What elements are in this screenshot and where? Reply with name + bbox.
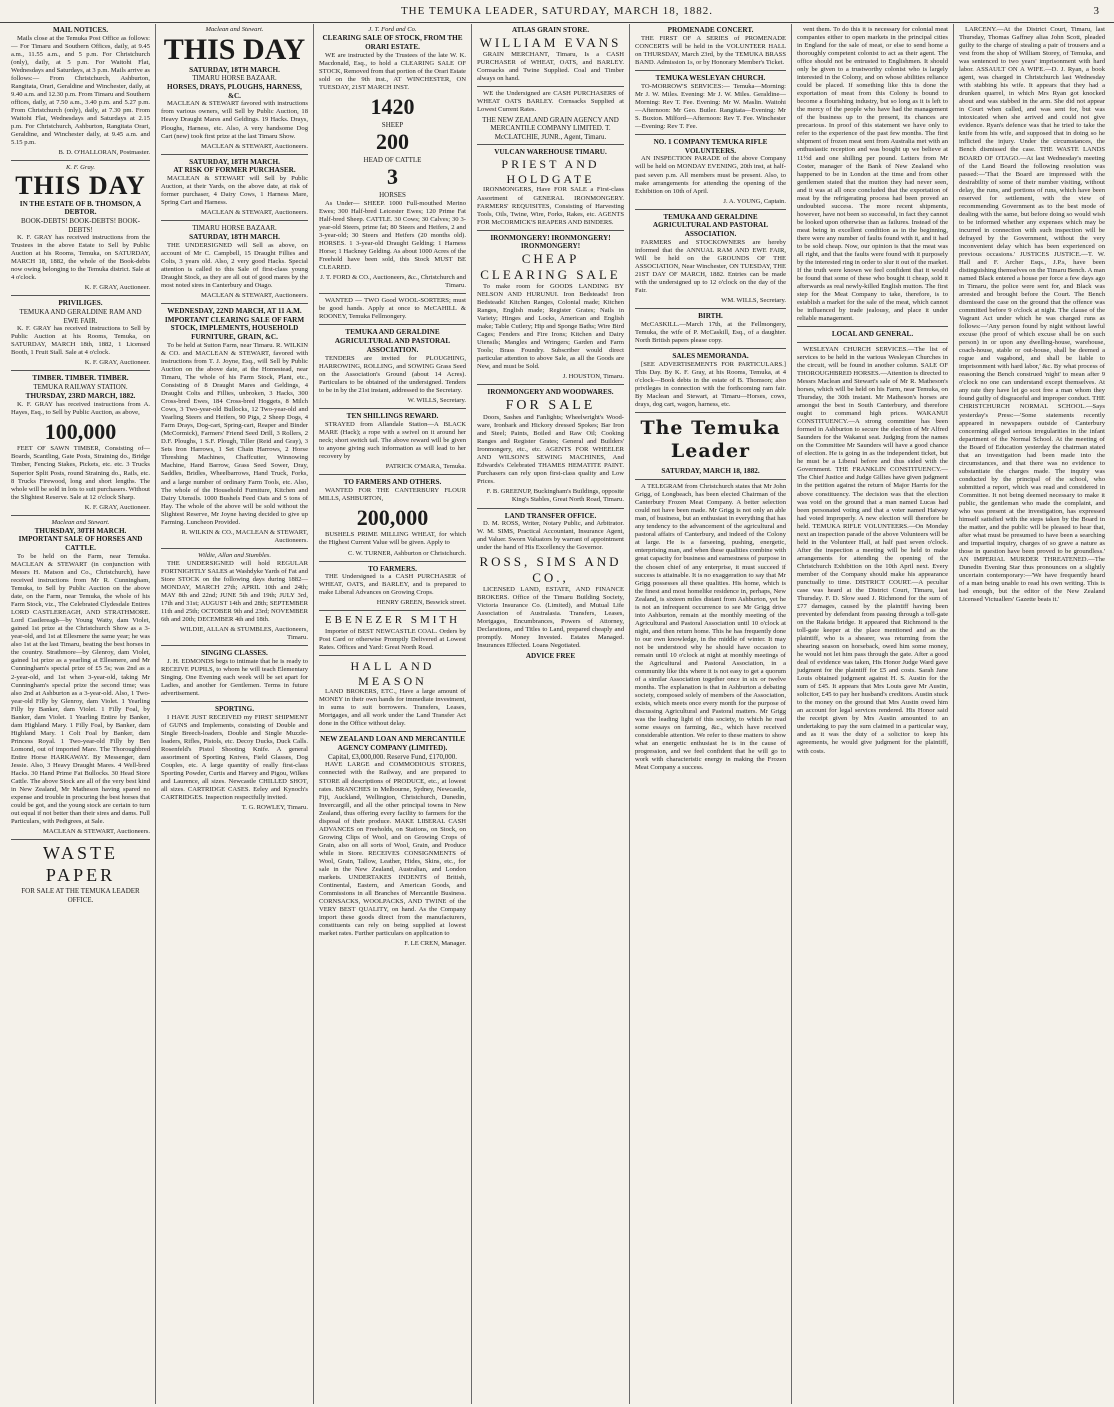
ad-waste-paper-text: FOR SALE AT THE TEMUKA LEADER OFFICE. <box>21 887 140 904</box>
ad-farmers-title: TO FARMERS AND OTHERS. <box>343 477 442 486</box>
column-2 <box>156 24 314 1404</box>
ad-stores-text: HAVE LARGE and COMMODIOUS STORES, connected with the Railway, and are prepared to STORE all descriptions of PRODUCE, etc., at lowest rates. BRANCHES in Melbourne, Sydney, Newcastle, Fiji, Auckland, Wellington, Christchurch, Dunedin, Invercargill, and all the other principal towns in New Zealand, thus offering every facility to farmers for the disposal of their produce. MAKE LIBERAL CASH ADVANCES on Freeholds, on Stations, on Stock, on Growing Clips of Wool, and on Growing Crops of Grain, also on all sorts of Wool, Grain, and Produce while in Store. RECEIVES CONSIGNMENTS of Wool, Grain, Tallow, Leather, Hides, Skins, etc., for sale in the New Zealand, Australian, and London markets. UNDERTAKES INDENTS of British, Continental, Eastern, and American Goods, and Commissions in all Branches of Mercantile Business. CORNSACKS, WOOLPACKS, AND TWINE of the VERY BEST QUALITY, on hand. As the Company import these goods direct from the manufacturers, constituents can rely on being supplied at lowest market rates. Further particulars on application to <box>319 761 466 938</box>
ad-orari-list: As Under— SHEEP. 1000 Full-mouthed Merino Ewes; 300 Half-bred Leicester Ewes; 120 Prime Fat Half-bred Sheep. CATTLE. 30 Cows; 30 Calves; 30 3-year-old Steers, prime fat; 80 Steers and Heifers, 2 and 3-year-old; 30 Steers and Heifers (20 months old). HORSES. 1 3-year-old Draught Gelding; 1 Harness Horse; 1 Hackney Gelding. As about 1000 Acres of the Freehold have been sold, this Stock MUST BE CLEARED. <box>319 199 466 272</box>
masthead-title: The Temuka Leader <box>640 417 781 463</box>
ad-timber-quantity: 100,000 <box>44 418 117 444</box>
ad-coal-text: Importer of BEST NEWCASTLE COAL. Orders by Post Card or otherwise Promptly Delivered at Lowest Rates. Offices and Yard: Great North Road. <box>319 627 466 651</box>
ad-signature: J. A. YOUNG, Captain. <box>723 197 786 205</box>
column-6 <box>792 24 954 1404</box>
ad-horses-text: To be held on the Farm, near Temuka. MACLEAN & STEWART (in conjunction with Messrs H. Matson and Co., Christchurch), have received instructions from Mr R. Cunningham, Temuka, to Sell by Public Auction on the above date, on the Farm, near Temuka, the whole of his Farm Stock, viz., The Celebrated Clydesdale Entires LORD CASTLEREAGH, AND STRATHMORE. Lord Castlereagh—by Young Watty, dam Violet, gained 1st prize at the Christchurch Show as a 3-year-old, and 1st at Ellesmere the same year; he was also 1st at the last Timaru, beating the best horses in the country. Strathmore—by Glenroy, dam Violet, gained 1st prize as a yearling at Ellesmere, and Mr Cunningham's special prize of £5 5s; was 2nd as a 2-year-old, and 1st when 3-year-old, taking Mr Cunningham's special prize the second time; was also 2nd at Ashburton as a 3-year-old. Also, 1 Two-year-old Filly by Glenroy, dam Violet. 1 Yearling Filly by Banker, dam Violet. 1 Filly Foal, by Banker, dam Violet. 1 Yearling Entire by Banker, dam Highland Mary. 1 Filly Foal, by Banker, dam Highland Mary. 1 Colt Foal by Banker, dam Princess Royal. 1 Two-year-old Filly by Ben Lomond, out of imported Mare. The Thoroughbred Entire Horse HARKAWAY. By Messenger, dam Jessie. Also, 3 Heavy Draught Mares. 4 Well-bred Hacks. 30 Hand Prime Fat Bullocks. 30 Head Store Cattle. The above Stock are all of the very best kind in New Zealand, Mr Matheson having spared no expense and trouble in procuring the best horses that could be got, and the young stock are certain to turn out equal if not better than their sires and dams. Full Particulars, with Pedigrees, at Sale. <box>11 553 150 826</box>
ad-signature: WM. WILLS, Secretary. <box>721 297 786 305</box>
ad-signature: HENRY GREEN, Beswick street. <box>376 599 466 607</box>
ad-signature: J. T. FORD & CO., Auctioneers, &c., Christchurch and Timaru. <box>320 274 466 290</box>
ad-horses-drays: HORSES, DRAYS, PLOUGHS, HARNESS, &C. <box>167 82 302 100</box>
ad-ross-sims-name: ROSS, SIMS AND CO., <box>479 554 622 586</box>
ad-signature: W. WILLS, Secretary. <box>407 396 466 404</box>
column-1 <box>6 24 156 1404</box>
ad-orari-title: CLEARING SALE OF STOCK, FROM THE ORARI ESTATE. <box>322 34 463 51</box>
masthead-date: SATURDAY, MARCH 18, 1882. <box>661 467 760 476</box>
ad-signature: K. F. GRAY, Auctioneer. <box>84 503 150 511</box>
ad-concert-text: THE FIRST OF A SERIES of PROMENADE CONCERTS will be held in the VOLUNTEER HALL on THURSDAY, March 23rd, by the TEMUKA BRASS BAND. Admission 1s, or by Honorary Member's Ticket. <box>635 34 786 66</box>
columns <box>6 24 1110 1404</box>
ad-wheat-text: BUSHELS PRIME MILLING WHEAT, for which the Highest Current Value will be given. Apply to <box>319 531 466 547</box>
ad-firm: Maclean and Stewart. <box>51 518 110 526</box>
ad-timber-sub: TEMUKA RAILWAY STATION. <box>33 383 128 392</box>
ad-signature: J. HOUSTON, Timaru. <box>562 373 624 381</box>
ad-signature: PATRICK O'MARA, Temuka. <box>385 462 466 470</box>
mail-notices-text: Mails close at the Temuka Post Office as follows:— For Timaru and Southern Offices, daily, at 9.45 a.m., 11.55 a.m., and 5 p.m. For Christchurch (only), daily, at 5 p.m. For Waitohi Flat, Wednesdays and Saturdays, at 3 p.m. Mails arrive as follows:— From Christchurch, Ashburton, Rangitata, Orari, Geraldine and Winchester, daily, at 9.40 a.m. and 12.30 p.m. From Timaru and Southern offices, daily, at 7.50 a.m., 3.40 p.m. and 5.27 p.m. From Christchurch (only), daily, at 7.30 pm. From Waitohi Flat, Wednesdays and Saturdays at 2.15 p.m. For Christchurch, Ashburton, Rangitata Orari, Geraldine, and Winchester daily, at 9.45 a.m. and 5.15 p.m. <box>11 34 150 147</box>
ad-ross-sims-text: D. M. ROSS, Writer, Notary Public, and Arbitrator. W. M. SIMS, Practical Accountant, Insurance Agent, and Valuer. Sworn Valuators by warrant of appointment under the hand of His Excellency the Governor. <box>477 520 624 552</box>
editorial-continued-text: vent them. To do this it is necessary for colonial meat companies either to open markets in the principal cities in England for the sale of meat, or else to send home a thoroughly competent colonist to act as their agent. The office should not be entrusted to Englishmen. It should only be given to a trustworthy colonist who is largely interested in the Colony, and on whose abilities reliance could be placed. If something like this is done the exportation of meat from this Colony is bound to become a flourishing industry, but so long as it is left to the mercy of the people who have had the management of the business up to the present, its chances are precarious. In proof of this statement we have only to refer to the experience of the past few months. The first shipment of frozen meat sent from Australia met with an enthusiastic reception and was bought up we believe at 11½d and one shilling per pound. Letters from Mr Coster, manager of the Bank of New Zealand who happened to be in London at the time and from other gentlemen stated that the mutton they had never seen, and it was at all once concluded that the exportation of meat by the refrigerating process had been proved an undoubted success. The more recent shipments, however, have not been so successful, in fact they cannot be looked upon otherwise than as failures. Instead of the meat being in excellent condition as in the beginning, there were any number of faults found with it, and it had to be sold cheap. Now, our opinion is that the meat was all right, and that the faults were found with it purposely by the interested ring in order to slur it out of the market. If the truth were known we feel confident that it would be found that some of these who bought it cheap, sold it afterwards as real newly-killed English mutton. The first step for the Meat Company to take, therefore, is to establish a market for the sale of the meat, which cannot be influenced by trade jealousy, and place it under reliable management. <box>797 26 948 323</box>
ad-smith-name: EBENEZER SMITH <box>324 614 461 627</box>
ad-horses-count: 3 <box>387 164 398 190</box>
ad-atlas-title: ATLAS GRAIN STORE. <box>511 26 590 34</box>
ad-sheep-label: SHEEP <box>381 120 404 129</box>
ad-ironmongery-title: IRONMONGERY! IRONMONGERY! IRONMONGERY! <box>490 233 611 251</box>
ad-concert-title: PROMENADE CONCERT. <box>667 26 754 34</box>
ad-volunteers-title: NO. 1 COMPANY TEMUKA RIFLE VOLUNTEERS. <box>653 137 768 155</box>
ad-land-brokers-text: LAND BROKERS, ETC., Have a large amount of MONEY in their own hands for immediate investment, in sums to suit borrowers. Transfers, Leases, Mortgages, and all work under the Land Transfer Act done in the Office without delay. <box>319 688 466 728</box>
ad-cattle-count: 200 <box>376 129 409 155</box>
page-header <box>0 0 1114 23</box>
sales-memoranda-text: [SEE ADVERTISEMENTS FOR PARTICULARS.] This Day. By K. F. Gray, at his Rooms, Temuka, at 4 o'clock—Book debts in the estate of B. Thomson; also privileges in connection with the forthcoming ram fair. By Maclean and Stewart, at Timaru—Horses, cows, drays, dog cart, wagon, harness, etc. <box>635 360 786 409</box>
column-4 <box>472 24 630 1404</box>
ad-timber-text: K. F. GRAY has received instructions from A. Hayes, Esq., to Sell by Public Auction, as above, <box>11 400 150 416</box>
ad-orari-text: WE are instructed by the Trustees of the late W. K. Macdonald, Esq., to hold a CLEARING SALE OF STOCK, Removed from that portion of the Orari Estate sold on the 9th inst., AT WINCHESTER, ON TUESDAY, 21ST MARCH INST. <box>319 51 466 91</box>
ad-signature: C. W. TURNER, Ashburton or Christchurch. <box>347 549 466 557</box>
ad-signature: F. B. GREENUP, Buckingham's Buildings, opposite King's Stables, Great North Road, Timaru. <box>486 488 624 504</box>
ad-book-debts-text: K. F. GRAY has received instructions from the Trustees in the above Estate to Sell by Public Auction at his Rooms, Temuka, on SATURDAY, MARCH 18, 1882, the whole of the Book-debts now owing belonging to the Temuka district. Sale at 4 o'clock. <box>11 234 150 282</box>
ad-sporting-text: I HAVE JUST RECEIVED my FIRST SHIPMENT of GUNS and Implements, consisting of Double and Single Breech-loaders, Double and Single Muzzle-loaders, Rifles, Pistols, etc. Decoy Ducks, Duck Calls. Rosenfeld's Pistol Shooting Knife. A general assortment of Sporting Knives, Field Glasses, Dog Couples, etc. A large quantity of really first-class Sporting Powder, Curtis and Harvey and Pigou, Wilkes and Laurence, all sizes. Newcastle CHILLED SHOT, all sizes. CARTRIDGE CASES. Eeley and Kynoch's CARTRIDGES. Inspection respectfully invited. <box>161 713 308 802</box>
local-general-text: WESLEYAN CHURCH SERVICES.—The list of services to be held in the various Wesleyan Churches in the circuit, will be found in another column. SALE OF THOROUGHBRED HORSES.—Attention is directed to Messrs Maclean and Stewart's sale of Mr R. Matheson's horses, which will be held on his Farm, near Temuka, on Thursday, the 30th instant. Mr Matheson's horses are amongst the best in South Canterbury, and therefore ought to command high prices. WAKANUI CONSTITUENCY.—A strong committee has been formed in Ashburton to secure the election of Mr Alfred Saunders for the Wakanui seat. Judging from the names on the Committee Mr Saunders will have a good chance of election. He is going in as the independent ticket, but he must be a Liberal before and thus sided with the Government. THE FRANKLIN CONSTITUENCY.—The Chief Justice and Judge Gillies have given judgment in the petition against the return of Major Harris for the above constituency. The decision was that the election was void on the ground that a man named Lucas had been personated voting and that a voter named Hatway had voted improperly. A new election will therefore be held. TEMUKA RIFLE VOLUNTEERS.—On Monday next an inspection parade of the above Volunteers will be held in the Volunteer Hall, at half past seven o'clock. After the inspection a meeting will be held to make arrangements for attending the opening of the Christchurch Exhibition on the 10th April next. Every member of the Company should make his appearance punctually to time. DISTRICT COURT.—A peculiar case was heard at the District Court, Timaru, last Thursday. F. D. Slow sued J. Richmond for the sum of £77 damages, caused by the plaintiff having been prevented by defendant from passing through a toll-gate on the Rakaia bridge. It appeared that Richmond is the toll-gate keeper at the place mentioned and as the plaintiff, who is a shearer, was returning from the shearing season on horseback, owed him some money, he would not let him pass through the gate. After a good deal of evidence was taken, His Honor Judge Ward gave judgment for the plaintiff for £5 and costs. Sarah Jane Louis obtained judgment against H. S. Austin for the sum of £45. It appears that Mrs Louis gave Mr Austin, solicitor, £45 to pay her husband's creditors. Austin stuck to the money on the ground that Mrs Austin owed him an account for legal services rendered. His Honor said the receipt given by Mrs Austin amounted to an undertaking to pay the sum claimed in a particular way, and as it was the duty of a solicitor to keep his agreements, he would give judgment for the plaintiff, with costs. <box>797 345 948 755</box>
column-7 <box>954 24 1110 1404</box>
ad-date: SATURDAY, 18TH MARCH. <box>189 232 280 241</box>
ad-sheep-count: 1420 <box>370 93 415 119</box>
mail-notices-signature: B. D. O'HALLORAN, Postmaster. <box>58 149 150 157</box>
ad-reward-text: STRAYED from Allandale Station—A BLACK MARE (Hack); a rope with a swivel on it around her neck; short switch tail. The above reward will be given to anyone giving such information as will lead to her recovery by <box>319 420 466 460</box>
ad-brokers-text: LICENSED LAND, ESTATE, AND FINANCE BROKERS. Office of the Timaru Building Society, Victoria Insurance Co. (Limited), and Mutual Life Association of Australasia. Transfers, Leases, Mortgages, Encumbrances, Powers of Attorney, Declarations, and Titles to Land, prepared cheaply and promptly. Money Invested. Estates Managed. Insurances Effected. Loans Negotiated. <box>477 586 624 650</box>
ad-land-transfer-title: LAND TRANSFER OFFICE. <box>504 511 597 520</box>
ad-loan-agency-title: NEW ZEALAND LOAN AND MERCANTILE AGENCY COMPANY (LIMITED). <box>320 735 465 753</box>
ad-date: SATURDAY, 18TH MARCH. <box>189 65 280 74</box>
ad-firm: Maclean and Stewart. <box>205 26 264 33</box>
ad-priest-name: PRIEST AND HOLDGATE <box>501 157 600 186</box>
ad-signature: WILDIE, ALLAN & STUMBLES, Auctioneers, Timaru. <box>179 626 308 642</box>
ad-ironmongers-text: IRONMONGERS, Have FOR SALE a First-class Assortment of GENERAL IRONMONGERY. FARMERS' REQUISITES, Consisting of Harvesting Tools, Oils, Twine, Wire, Forks, Rakes, etc. AGENTS FOR McCORMICK'S REAPERS AND BINDERS. <box>477 186 624 226</box>
ad-horses-drays-text: MACLEAN & STEWART favored with instructions from various owners, will Sell by Public Auction, 18 Heavy Draught Mares and Geldings. 19 Hacks. Drays, Ploughs, Harness, etc. Also, A very handsome Dog Cart (new) took first prize at the last Timaru Show. <box>161 100 308 140</box>
sales-memoranda-title: SALES MEMORANDA. <box>672 352 749 361</box>
ad-this-day-title: THIS DAY <box>15 171 146 201</box>
ad-signature: T. G. ROWLEY, Timaru. <box>241 804 308 812</box>
ad-parade-text: AN INSPECTION PARADE of the above Company will be held on MONDAY EVENING, 20th inst, at half-past seven p.m. All members must be present. Also, to make arrangements for attending the opening of the Exhibition on 10th of April. <box>635 155 786 195</box>
ad-horses-label: HORSES <box>379 191 406 200</box>
ad-association-title: TEMUKA AND GERALDINE AGRICULTURAL AND PASTORAL ASSOCIATION. <box>334 328 451 354</box>
ad-waste-paper-title: WASTE PAPER <box>43 843 118 886</box>
mail-notices-heading: MAIL NOTICES. <box>52 26 109 34</box>
ad-timber-title: TIMBER. TIMBER. TIMBER. <box>32 374 129 383</box>
ad-goods-text: To make room for GOODS LANDING BY NELSON AND HURUNUI. Iron Bedsteads! Iron Bedsteads! Kitchen Ranges, Colonial made; Kitchen Ranges, English made; Register Grates; Nails in Variety; Hinges and Locks, American and English make; Table Cutlery; Hip and Sponge Baths; Wire Bird Cages; Fenders and Fire Irons; Kitchen and Dairy Utensils; Mangles and Wringers; Garden and Farm Tools; Brass Foundry. Subscriber would direct particular attention to above Sale, as all the Goods are New, and must be Sold. <box>477 282 624 371</box>
ad-horses-date: THURSDAY, 30TH MARCH. <box>34 526 127 535</box>
ad-book-debts: BOOK-DEBTS! BOOK-DEBTS! BOOK-DEBTS! <box>21 217 140 234</box>
ad-firm: Wildie, Allan and Stumbles. <box>198 551 271 559</box>
ad-priviliges-text: K. F. GRAY has received instructions to Sell by Public Auction at his Rooms, Temuka, on SATURDAY, MARCH 18th, 1882, 1 Licensed Booth, 1 Fruit Stall. Sale at 4 o'clock. <box>11 325 150 357</box>
ad-signature: R. WILKIN & CO., MACLEAN & STEWART, Auctioneers. <box>181 528 308 544</box>
ad-ram-fair-text: FARMERS and STOCKOWNERS are hereby informed that the ANNUAL RAM AND EWE FAIR, Will be held on the GROUNDS OF THE ASSOCIATION, Near Winchester, ON TUESDAY, THE 21ST DAY OF MARCH, 1882. Entries can be made with the undersigned up to 12 o'clock on the day of the Fair. <box>635 238 786 295</box>
ad-cheap-sale: CHEAP CLEARING SALE <box>480 251 621 283</box>
editorial-text: A TELEGRAM from Christchurch states that Mr John Grigg, of Longbeach, has been elected Chairman of the Canterbury Frozen Meat Company. A better selection could not have been made. Mr Grigg is not only an able man, of business, but an enthusiast in everything that has any tendency to the advancement of the agricultural and pastoral affairs of Canterbury, and indeed of the Colony at large. He is a farseeing, pushing, energetic, enterprising man, and when these qualities combine with great capacity for business and earnestness of purpose in the chosen chief of any enterprise, it must succeed if success is attainable. It is no exaggeration to say that Mr Grigg possesses all these qualities. His home, which is the finest and most homelike residence in, perhaps, New Zealand, is sixteen miles distant from Ashburton, yet he is not an infrequent occurrence to see Mr Grigg drive into Ashburton, remain at the monthly meeting of the Agricultural and Pastoral Association until 10 o'clock at night, and then return home. This he has frequently done to our own knowledge, in the middle of winter. It may not be understood why he should have occasion to remain until 10 o'clock at night at monthly meetings of the Agricultural and Pastoral Association, in a community like this where it is not easy to get a quorum of a similar Association together once in six or twelve months. The explanation is that in Ashburton a debating society, composed solely of members of the Association, exists, which meets once every month for the purpose of discussing Agricultural and Pastoral matters. Mr Grigg was the leading light of this society, to which he read some essays on farming, &c., which have received considerable attention. We refer to these matters to show what an energetic enthusiast he is in the cause of progression, and we feel confident that he will go to work with characteristic energy in making the Frozen Meat Company a success. <box>635 483 786 772</box>
ad-flour-mills-text: WANTED FOR THE CANTERBURY FLOUR MILLS, ASHBURTON, <box>319 486 466 502</box>
ad-grain-text: GRAIN MERCHANT, Timaru, Is a CASH PURCHASER of WHEAT, OATS, and BARLEY. Cornsacks and Twine Supplied. Coal and Timber always on hand. <box>477 50 624 82</box>
ad-hall-meason-name: HALL AND MEASON <box>350 658 435 688</box>
column-5 <box>630 24 792 1404</box>
ad-signature: K. F. GRAY, Auctioneer. <box>84 359 150 367</box>
ad-grain-agency: THE NEW ZEALAND GRAIN AGENCY AND MERCANTILE COMPANY LIMITED. T. McCLATCHIE, JUNR., Agent, Timaru. <box>482 115 619 141</box>
ad-risk-title: AT RISK OF FORMER PURCHASER. <box>173 166 296 175</box>
ad-priviliges-title: PRIVILIGES. <box>58 299 103 308</box>
page-number: 3 <box>1093 5 1100 17</box>
ad-clearing-title: IMPORTANT CLEARING SALE OF FARM STOCK, IMPLEMENTS, HOUSEHOLD FURNITURE, GRAIN, &C. <box>164 315 305 342</box>
local-general-title: LOCAL AND GENERAL. <box>831 330 914 339</box>
ad-association-title: TEMUKA AND GERALDINE AGRICULTURAL AND PASTORAL ASSOCIATION. <box>652 212 769 239</box>
ad-bushels-count: 200,000 <box>356 504 429 530</box>
ad-signature: F. LE CREN, Manager. <box>404 940 466 948</box>
ad-bazaar: TIMARU HORSE BAZAAR. <box>192 224 277 233</box>
ad-timber-date: THURSDAY, 23RD MARCH, 1882. <box>25 391 136 400</box>
ad-priviliges-sub: TEMUKA AND GERALDINE RAM AND EWE FAIR. <box>19 308 142 325</box>
ad-auctioneer: K. F. Gray. <box>65 164 95 172</box>
local-news-text: LARCENY.—At the District Court, Timaru, last Thursday, Thomas Gaffney alias John Scott, pleaded guilty to the charge of stealing a pair of trousers and a vest from the shop of William Storey, of Temuka, and was sentenced to two years' imprisonment with hard labor. ASSAULT ON A WIFE.—D. J. Ryan, a book agent, was charged in Christchurch last Wednesday with stabbing his wife. It appears that they had a drunken quarrel, in which Mrs Ryan got knocked about and was stabbed in the arm. She did not appear in Court when called, and was sent for, but was intoxicated when she arrived and could not give evidence. Ryan's defence was that he tried to take the knife from his wife, and supposed that in doing so he inflicted the injury. Under the circumstances, the Bench dismissed the case. THE WASTE LANDS BOARD OF OTAGO.—At last Wednesday's meeting of the Land Board the following resolution was passed:—'That the Board are impressed with the desirability of some of their number visiting, without delay, the runs, and portions of runs, which have been reserved for settlement, with the view of recommending Government as to the best mode of dealing with the same, but before doing so would wish to be informed whether any expenses which may be incurred in connection with such inspection will be defrayed by the Government, without the very inconvenient delay which has been experienced on previous occasions.' JUSTICES JUSTICE.—T. W. Hall and F. Archer Esqs., J.P.s, have been distinguishing themselves on the Timaru Bench. A man named Black entered a house per force a few days ago in Timaru, the police were sent for, and Black was arrested and brought before the Court. The Bench dismissed the case on the ground that the offence was committed before 9 o'clock at night. The clause of the Vagrant Act under which he was charged runs as follows:—'Any person found by night without lawful excuse (the proof of which excuse shall be on such person) in or upon any dwelling-house, warehouse, coach-house, stable or out-house, shall be deemed a rogue and vagabond, and shall be liable to imprisonment with hard labor,' &c. By what process of reasoning the Bench construed 'night' to mean after 9 o'clock no one can understand except themselves. At any rate they have let go scot free a man whom they found guilty of disgraceful and improper conduct. THE CHRISTCHURCH NORMAL SCHOOL.—Says yesterday's Press:—'Some statements recently appeared in newspapers outside of Canterbury concerning alleged serious irregularities in the infant department of the Normal School. At the meeting of the Board of Education yesterday the chairman stated that an investigation had been made into the circumstances, and that there was no evidence to substantiate the charges made. The inquiry was conducted by the principal of the school, who submitted a report, which was read and considered in Committee. It not being deemed necessary to make it public, the gentleman who made the complaint, and who was present at the investigation, has expressed himself satisfied with the steps taken by the Board in the matter, and the public will be pleased to hear that, after what must be presumed to have been a searching and impartial inquiry, charges of so grave a nature as those in question have been proved to be groundless.' AN IMPERIAL MURDER THREATENED.—The Dunedin Evening Star thus pronounces on a slightly uncertain contemporary:—'We have frequently heard of a man being unable to read his own writing. This is bad enough, but the editor of the New Zealand Licensed Victuallers' Gazette beats it.' <box>959 26 1106 604</box>
ad-firm: J. T. Ford and Co. <box>368 26 417 33</box>
ad-signature: MACLEAN & STEWART, Auctioneers. <box>201 291 308 299</box>
ad-estate-line: IN THE ESTATE OF B. THOMSON, A DEBTOR. <box>19 199 142 217</box>
ad-sporting-title: SPORTING. <box>214 705 255 714</box>
ad-for-sale: FOR SALE <box>505 398 596 414</box>
ad-cash-purchasers-text: WE the Undersigned are CASH PURCHASERS of WHEAT OATS BARLEY. Cornsacks Supplied at Lowest Current Rates. <box>477 89 624 113</box>
ad-wesleyan-title: TEMUKA WESLEYAN CHURCH. <box>655 73 766 82</box>
page-header-title: THE TEMUKA LEADER, SATURDAY, MARCH 18, 1882. <box>400 5 714 17</box>
ad-timber-details: FEET OF SAWN TIMBER, Consisting of— Boards, Scantling, Gate Posts, Straining do., Bridge Timber, Fencing Stakes, Pickets, etc. etc. 3 Trucks Superior Split Posts, round Straining do., Rails, etc. 8 Trucks Firewood, long and short lengths. The whole will be sold in lots to suit purchasers. Without the Slightest Reserve. Sale at 12 o'clock Sharp. <box>11 445 150 501</box>
ad-singing-text: J. H. EDMONDS begs to intimate that he is ready to RECEIVE PUPILS, to whom he will teach Elementary Singing. One Evening each week will be set apart for Ladies, and another for Gentlemen. Terms in future advertisement. <box>161 657 308 697</box>
ad-woolsorters-text: WANTED — TWO Good WOOL-SORTERS; must be good hands. Apply at once to McCAHILL & ROONEY, Temuka Fellmongery. <box>319 297 466 321</box>
ad-cattle-label: HEAD OF CATTLE <box>363 155 422 164</box>
ad-signature: MACLEAN & STEWART, Auctioneers. <box>201 209 308 217</box>
ad-bazaar: TIMARU HORSE BAZAAR. <box>192 74 277 83</box>
ad-signature: K. F. GRAY, Auctioneer. <box>84 284 150 292</box>
ad-cash-purchaser-text: THE Undersigned is a CASH PURCHASER of WHEAT, OATS, and BARLEY, and is prepared to make Liberal Advances on Growing Crops. <box>319 573 466 597</box>
ad-evans-name: WILLIAM EVANS <box>479 34 622 50</box>
ad-vulcan-title: VULCAN WAREHOUSE TIMARU. <box>494 148 607 157</box>
ad-fortnightly-text: THE UNDERSIGNED will hold REGULAR FORTNIGHTLY SALES at Washdyke Yards of Fat and Store STOCK on the following days during 1882— MONDAY, MARCH 27th; APRIL 10th and 24th; MAY 8th and 22nd; JUNE 5th and 19th; JULY 3rd, 17th and 31st; AUGUST 14th and 28th; SEPTEMBER 11th and 25th; OCTOBER 9th and 23rd; NOVEMBER 6th and 20th; DECEMBER 4th and 18th. <box>161 559 308 623</box>
ad-woodwares-title: IRONMONGERY AND WOODWARES. <box>487 388 614 397</box>
ad-risk-text: MACLEAN & STEWART will Sell by Public Auction, at their Yards, on the above date, at risk of former purchaser, 4 Dairy Cows, 1 Harness Mare, Spring Cart and Harness. <box>161 175 308 207</box>
ad-date: SATURDAY, 18TH MARCH. <box>189 157 280 166</box>
ad-horses-title: IMPORTANT SALE OF HORSES AND CATTLE. <box>18 535 143 553</box>
ad-services-text: TO-MORROW'S SERVICES:— Temuka—Morning: Mr J. W. Miles. Evening: Mr J. W. Miles. Geraldine—Morning: Rev T. Fee. Evening: Mr W. Maslin. Waitohi—Afternoon: Mr Geo. Butler. Rangitata—Evening: Mr S. Buxton. Milford—Afternoon: Rev T. Fee. Winchester—Evening: Rev T. Fee. <box>635 82 786 130</box>
birth-title: BIRTH. <box>698 312 723 321</box>
column-3 <box>314 24 472 1404</box>
ad-this-day-title: THIS DAY <box>163 33 306 67</box>
ad-signature: MACLEAN & STEWART, Auctioneers. <box>43 828 150 836</box>
ad-singing-title: SINGING CLASSES. <box>201 649 268 658</box>
ad-date: WEDNESDAY, 22ND MARCH, AT 11 A.M. <box>167 306 302 315</box>
ad-reward-title: TEN SHILLINGS REWARD. <box>346 411 439 420</box>
ad-to-farmers-title: TO FARMERS. <box>368 564 417 573</box>
ad-woodwares-text: Doors, Sashes and Fanlights; Wheelwright's Wood-ware, Ironbark and Hickory dressed Spokes; Bar Iron and Steel; Paints, Boiled and Raw Oil; Cooking Ranges and Register Grates; General and Builders' Ironmongery, etc., etc. AGENTS FOR WHEELER AND WILSON'S SEWING MACHINES, And Edwards's Celebrated THAMES HEMATITE PAINT. Purchasers can rely upon first-class quality and Low Prices. <box>477 414 624 486</box>
ad-clearing-text: To be held at Sutton Farm, near Timaru. R. WILKIN & CO. and MACLEAN & STEWART, favored with instructions from T. J. Joyne, Esq., will Sell by Public Auction on the above date, at the Homestead, near Timaru, The whole of his Farm Stock, Plant, etc., Consisting of 8 Draught Mares and Geldings, 4 Draught Colts and Fillies, unbroken, 3 Hacks, 300 Cross-bred Ewes, 184 Cross-bred Hoggets, 8 Milch Cows, 3 Two-year-old Bullocks, 12 Two-year-old and Yearling Steers and Heifers, 90 Pigs, 2 Sheep Dogs, 4 Farm Drays, Dog-cart, Spring-cart, Reaper and Binder (McCormick), Farmers' Friend Seed Drill, 3 Rollers, 2 D.F. Ploughs, 1 S.F. Plough, Tiller (Reid and Gray), 3 Sets Iron Harrows, 1 Set Chain Harrows, 2 Horse Threshing Machines, Chaffcutter, Winnowing Machine, Hand Barrow, Grass Seed Sower, Dray, Saddles, Bridles, Wheelbarrows, Hand Truck, Forks, and a large number of ordinary Farm Tools, etc. Also, The whole of the Household Furniture, Kitchen and Dairy Utensils. 1000 Bushels Feed Oats and 5 tons of Hay. The whole of the above will be sold without the Slightest Reserve, Mr Joyne having decided to give up Farming. Luncheon Provided. <box>161 341 308 526</box>
ad-capital: Capital, £3,000,000. Reserve Fund, £170,000. <box>328 752 457 761</box>
ad-signature: MACLEAN & STEWART, Auctioneers. <box>201 142 308 150</box>
ad-draught-text: THE UNDERSIGNED will Sell as above, on account of Mr C. Campbell, 15 Draught Fillies and Colts, 3 years old. Also, 2 very good Hacks. Special attention is called to this Sale of first-class young Draught Stock, as they are all out of good mares by the most noted sires in Canterbury and Otago. <box>161 241 308 289</box>
ad-advice-free: ADVICE FREE <box>525 652 576 661</box>
ad-tenders-text: TENDERS are invited for PLOUGHING, HARROWING, ROLLING, and SOWING Grass Seed on the Association's Ground (about 14 Acres). Particulars to be obtained of the undersigned. Tenders to be in by the 21st instant, addressed to the Secretary. <box>319 354 466 394</box>
birth-text: McCASKILL.—March 17th, at the Fellmongery, Temuka, the wife of P. McCaskill, Esq., of a daughter. North British papers please copy. <box>635 321 786 345</box>
